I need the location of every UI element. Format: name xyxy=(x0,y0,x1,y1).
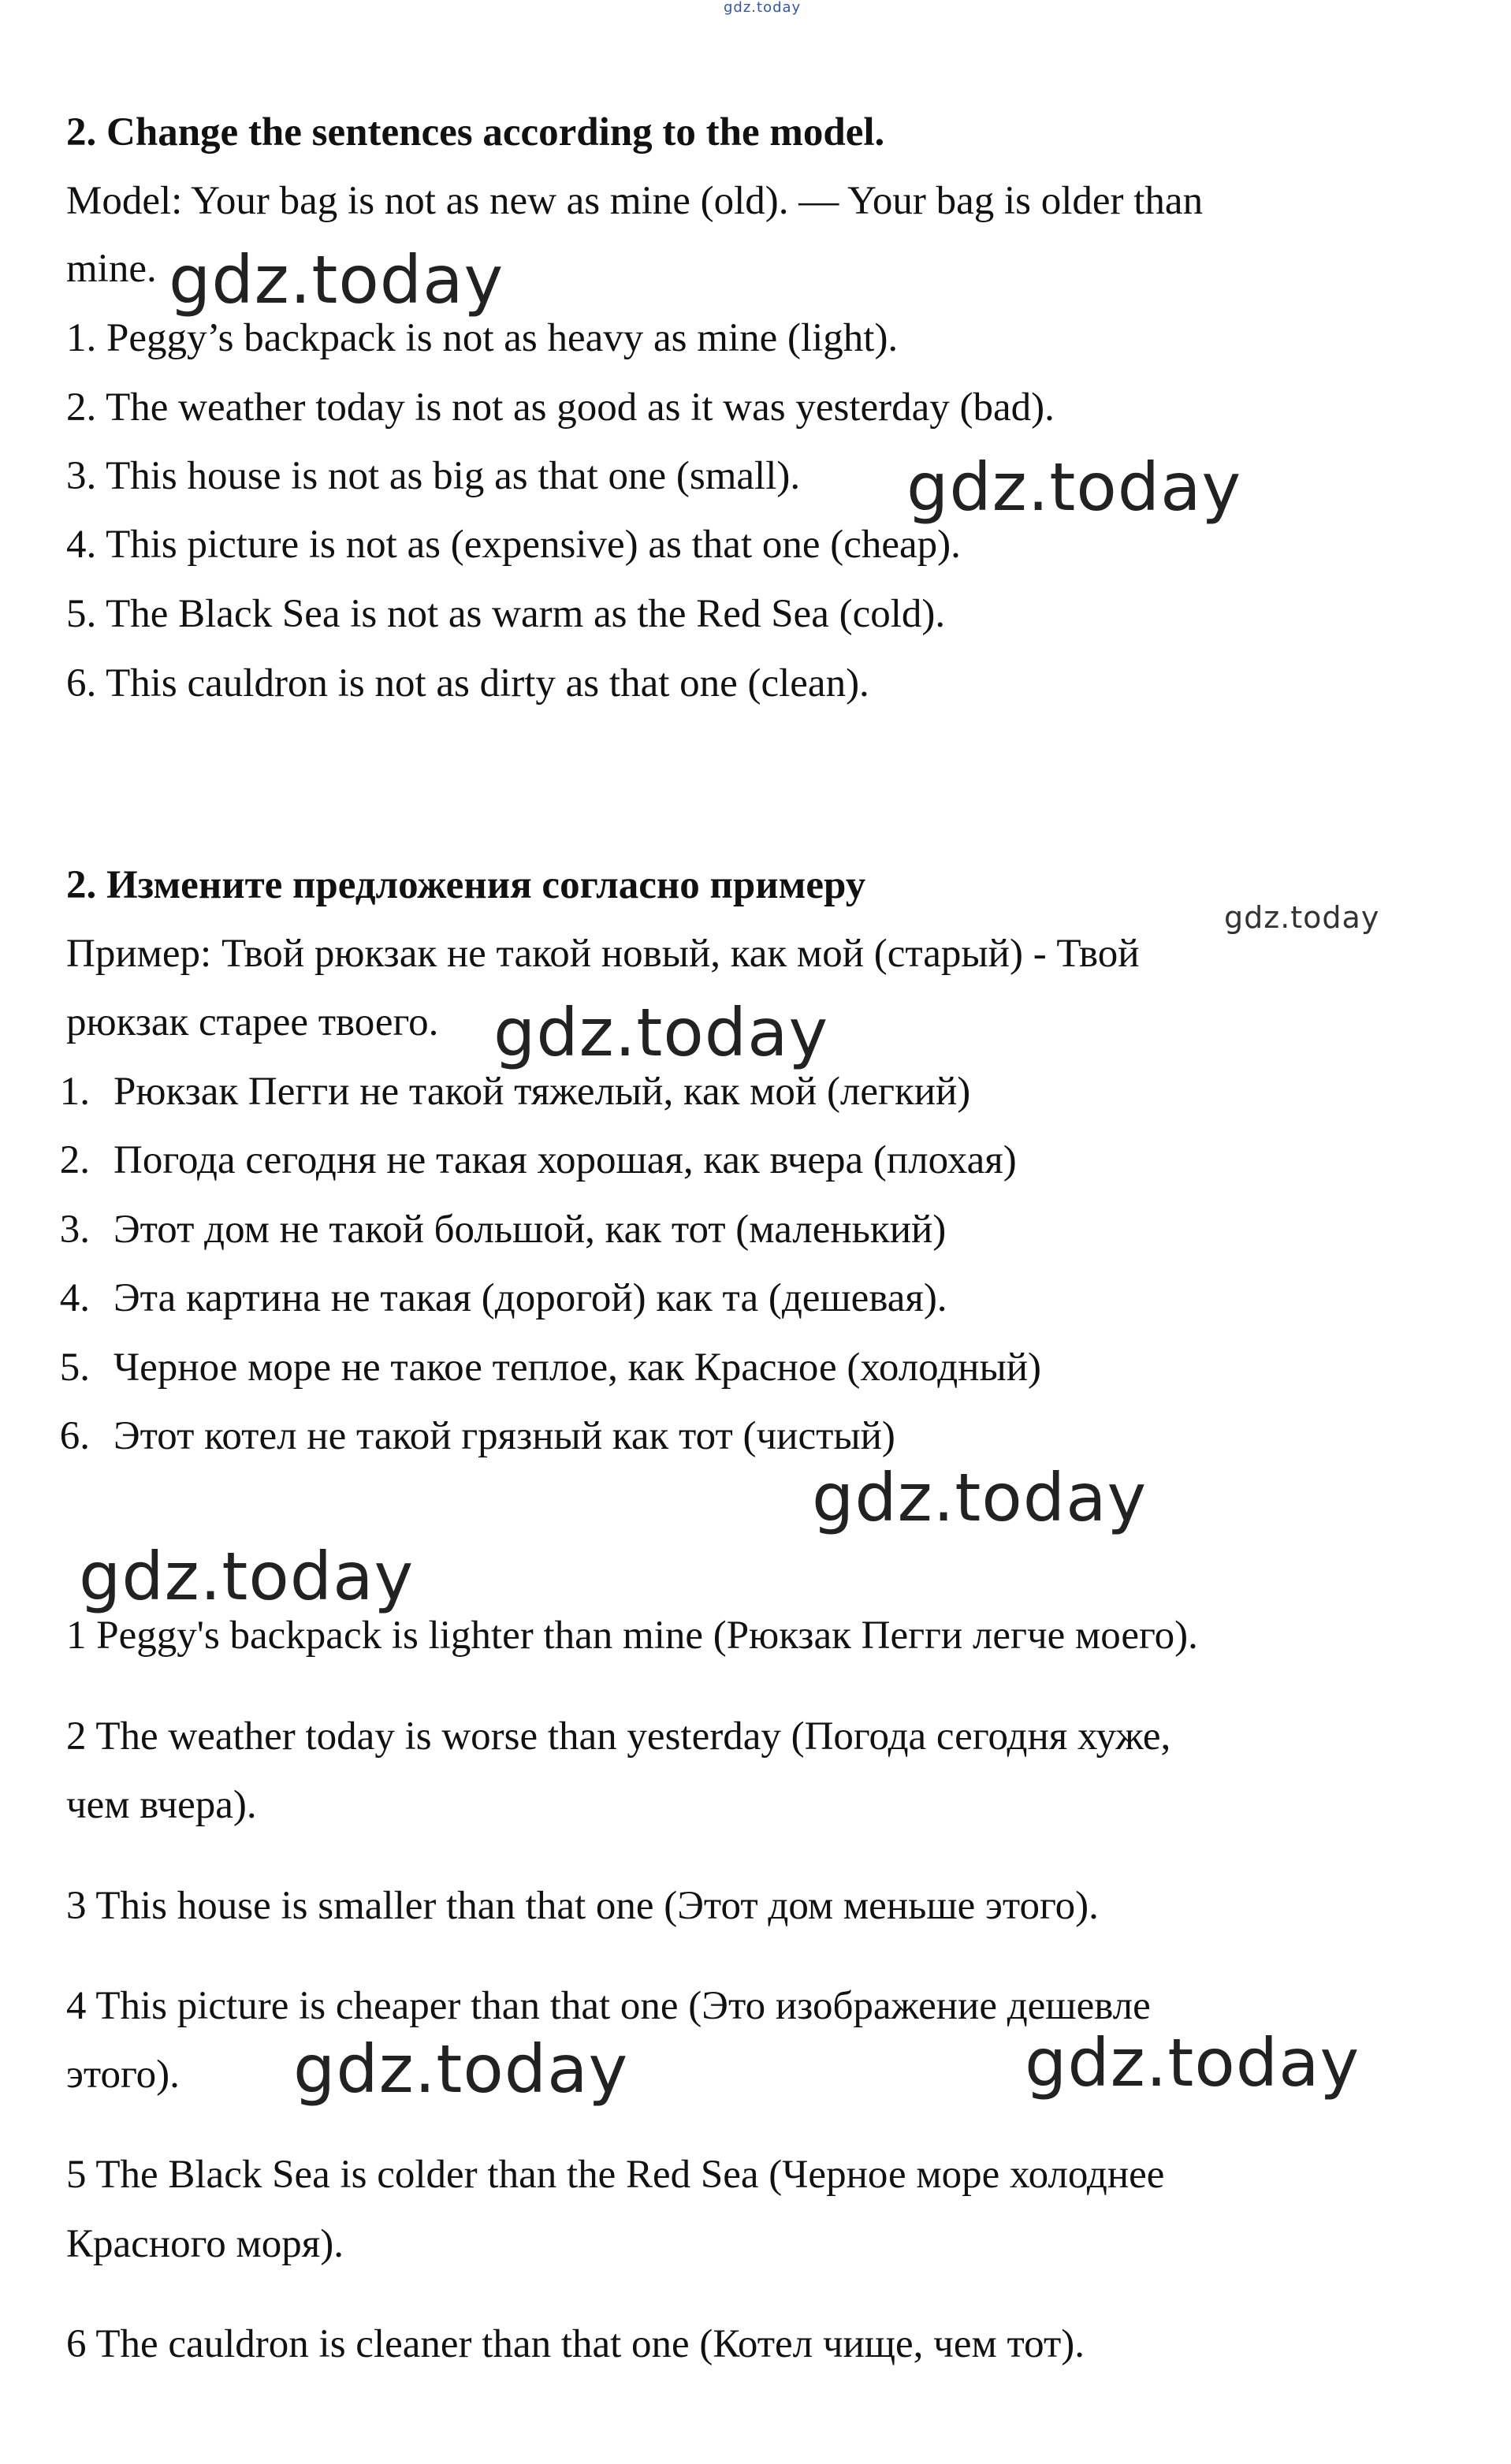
russian-example-line-1: Пример: Твой рюкзак не такой новый, как мой (старый) - Твой xyxy=(66,932,1140,976)
header-watermark: gdz.today xyxy=(724,0,802,16)
russian-example-line-2: рюкзак старее твоего. xyxy=(66,1000,439,1044)
answer-2-line-1: 2 The weather today is worse than yesterday (Погода сегодня хуже, xyxy=(66,1714,1171,1759)
english-task-title: 2. Change the sentences according to the model. xyxy=(66,110,885,154)
english-item-1: 1. Peggy’s backpack is not as heavy as mine (light). xyxy=(66,316,899,360)
russian-item-2 xyxy=(32,1137,1017,1184)
english-model-line-1: Model: Your bag is not as new as mine (old). — Your bag is older than xyxy=(66,179,1204,223)
russian-item-number: 1. xyxy=(59,1070,90,1114)
russian-item-4 xyxy=(32,1275,947,1322)
english-item-3: 3. This house is not as big as that one (small). xyxy=(66,454,801,498)
english-item-4: 4. This picture is not as (expensive) as that one (cheap). xyxy=(66,523,961,567)
answer-6-line-1: 6 The cauldron is cleaner than that one (Котел чище, чем тот). xyxy=(66,2322,1085,2366)
russian-item-text: Эта картина не такая (дорогой) как та (дешевая). xyxy=(114,1276,947,1320)
russian-item-text: Этот дом не такой большой, как тот (маленький) xyxy=(114,1208,947,1252)
russian-item-1 xyxy=(32,1068,970,1115)
russian-item-3 xyxy=(32,1206,946,1253)
english-model-line-2: mine. xyxy=(66,247,157,291)
watermark: gdz.today xyxy=(169,241,504,318)
watermark: gdz.today xyxy=(812,1459,1148,1536)
russian-item-number: 5. xyxy=(59,1346,90,1390)
russian-item-5 xyxy=(32,1344,1041,1391)
answer-3-line-1: 3 This house is smaller than that one (Этот дом меньше этого). xyxy=(66,1884,1099,1928)
answer-2-line-2: чем вчера). xyxy=(66,1783,257,1827)
russian-item-text: Погода сегодня не такая хорошая, как вчера (плохая) xyxy=(114,1138,1017,1182)
russian-item-6 xyxy=(32,1413,895,1460)
russian-item-number: 6. xyxy=(59,1414,90,1458)
watermark: gdz.today xyxy=(906,449,1242,526)
english-item-5: 5. The Black Sea is not as warm as the Red Sea (cold). xyxy=(66,592,946,636)
watermark: gdz.today xyxy=(493,994,829,1071)
russian-item-text: Этот котел не такой грязный как тот (чистый) xyxy=(114,1414,895,1458)
watermark: gdz.today xyxy=(1224,900,1380,935)
russian-item-number: 4. xyxy=(59,1276,90,1320)
watermark: gdz.today xyxy=(79,1538,415,1615)
answer-5-line-1: 5 The Black Sea is colder than the Red Sea (Черное море холоднее xyxy=(66,2153,1165,2197)
answer-4-line-1: 4 This picture is cheaper than that one (Это изображение дешевле xyxy=(66,1984,1151,2028)
answer-1-line-1: 1 Peggy's backpack is lighter than mine (Рюкзак Пегги легче моего). xyxy=(66,1614,1198,1658)
english-item-2: 2. The weather today is not as good as it was yesterday (bad). xyxy=(66,385,1055,430)
russian-task-title: 2. Измените предложения согласно примеру xyxy=(66,863,866,907)
watermark: gdz.today xyxy=(293,2030,629,2108)
russian-item-number: 3. xyxy=(59,1208,90,1252)
answer-5-line-2: Красного моря). xyxy=(66,2222,344,2266)
russian-item-number: 2. xyxy=(59,1138,90,1182)
russian-item-text: Черное море не такое теплое, как Красное (холодный) xyxy=(114,1346,1041,1390)
russian-item-text: Рюкзак Пегги не такой тяжелый, как мой (легкий) xyxy=(114,1070,971,1114)
answer-4-line-2: этого). xyxy=(66,2053,180,2097)
watermark: gdz.today xyxy=(1025,2024,1360,2101)
english-item-6: 6. This cauldron is not as dirty as that one (clean). xyxy=(66,661,869,705)
